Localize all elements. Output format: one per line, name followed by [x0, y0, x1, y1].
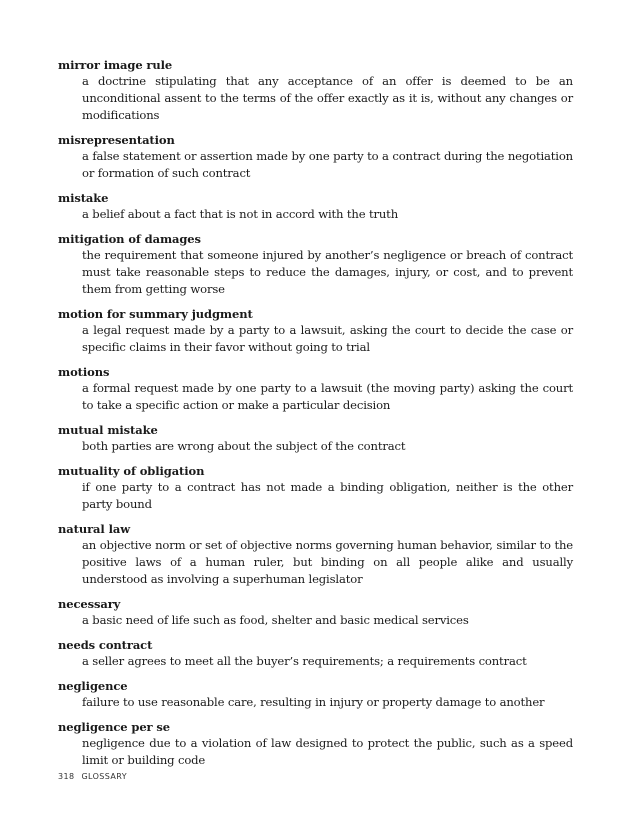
page-number: 318: [58, 772, 75, 781]
glossary-definition: if one party to a contract has not made a binding obligation, neither is the other party bound: [82, 480, 573, 511]
glossary-definition: a doctrine stipulating that any acceptance of an offer is deemed to be an unconditional assent to the terms of the offer exactly as it is, without any changes or modifications: [82, 74, 573, 122]
glossary-list: [58, 58, 573, 778]
glossary-term: mitigation of damages: [58, 232, 201, 246]
glossary-entry: [58, 597, 573, 629]
glossary-definition: a basic need of life such as food, shelter and basic medical services: [82, 613, 469, 627]
glossary-definition: an objective norm or set of objective norms governing human behavior, similar to the positive laws of a human ruler, but binding on all people alike and usually understood as involving a superhuman legislator: [82, 538, 573, 586]
glossary-term: mutual mistake: [58, 423, 158, 437]
glossary-definition: a false statement or assertion made by one party to a contract during the negotiation or formation of such contract: [82, 149, 573, 180]
glossary-definition: failure to use reasonable care, resulting in injury or property damage to another: [82, 695, 545, 709]
glossary-term: mutuality of obligation: [58, 464, 205, 478]
glossary-term: necessary: [58, 597, 121, 611]
glossary-definition: a belief about a fact that is not in accord with the truth: [82, 207, 399, 221]
glossary-entry: [58, 638, 573, 670]
glossary-term: motion for summary judgment: [58, 307, 253, 321]
glossary-definition: both parties are wrong about the subject of the contract: [82, 439, 406, 453]
glossary-definition: negligence due to a violation of law designed to protect the public, such as a speed limit or building code: [82, 736, 573, 767]
glossary-term: negligence: [58, 679, 128, 693]
glossary-entry: [58, 464, 573, 513]
glossary-term: mirror image rule: [58, 58, 173, 72]
glossary-entry: [58, 232, 573, 298]
glossary-entry: [58, 679, 573, 711]
glossary-term: misrepresentation: [58, 133, 175, 147]
glossary-definition: a formal request made by one party to a lawsuit (the moving party) asking the court to take a specific action or make a particular decision: [82, 381, 573, 412]
glossary-entry: [58, 307, 573, 356]
glossary-term: needs contract: [58, 638, 153, 652]
glossary-term: natural law: [58, 522, 130, 536]
glossary-definition: a legal request made by a party to a lawsuit, asking the court to decide the case or specific claims in their favor without going to trial: [82, 323, 573, 354]
glossary-term: motions: [58, 365, 110, 379]
page-footer: [58, 772, 127, 781]
section-label: GLOSSARY: [81, 772, 128, 781]
glossary-term: negligence per se: [58, 720, 171, 734]
glossary-entry: [58, 423, 573, 455]
glossary-definition: a seller agrees to meet all the buyer’s requirements; a requirements contract: [82, 654, 527, 668]
glossary-entry: [58, 133, 573, 182]
glossary-entry: [58, 365, 573, 414]
glossary-definition: the requirement that someone injured by another’s negligence or breach of contract must take reasonable steps to reduce the damages, injury, or cost, and to prevent them from getting worse: [82, 248, 573, 296]
glossary-entry: [58, 522, 573, 588]
glossary-entry: [58, 58, 573, 124]
glossary-term: mistake: [58, 191, 109, 205]
glossary-entry: [58, 720, 573, 769]
glossary-entry: [58, 191, 573, 223]
